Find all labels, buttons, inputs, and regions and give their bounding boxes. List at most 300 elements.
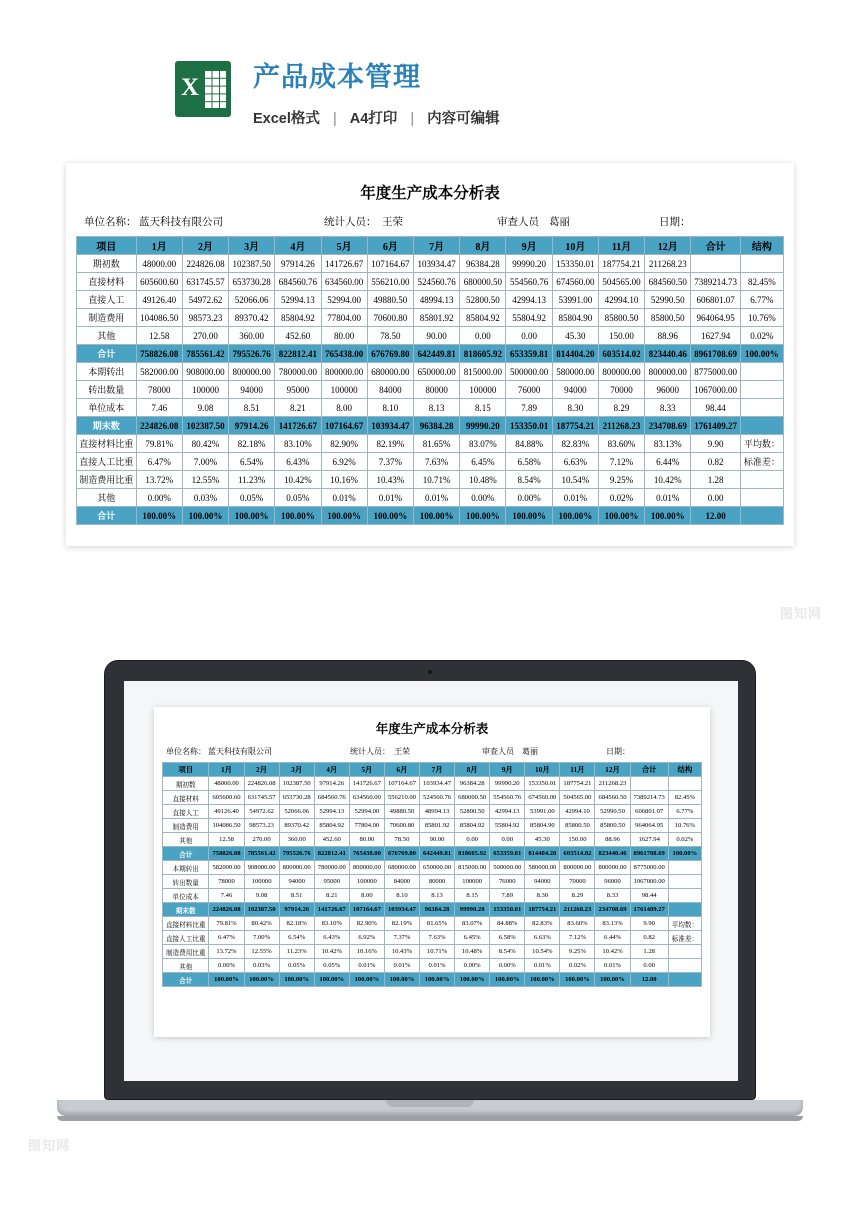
meta-stat-value-small: 王荣 [394,747,410,756]
cell-r5-c7: 818605.92 [455,847,490,861]
cell-r12-c1: 12.55% [244,945,279,959]
cell-r6-c5: 680000.00 [384,861,419,875]
cell-r14-c2: 100.00% [229,507,275,525]
cell-r5-c1: 785561.42 [182,345,228,363]
cell-r3-c4: 77804.00 [349,819,384,833]
cell-r12-c5: 10.43% [384,945,419,959]
cell-r10-c5: 82.19% [384,917,419,931]
cell-r4-c8: 0.00 [506,327,552,345]
cell-r12-c2: 11.23% [279,945,314,959]
cell-r1-c3: 684560.76 [314,791,349,805]
cell-r12-c13 [668,945,701,959]
cell-r14-c0: 100.00% [136,507,182,525]
cell-r11-c4: 6.92% [349,931,384,945]
cell-r1-c9: 674560.00 [552,273,598,291]
cell-r3-c11: 85800.50 [595,819,630,833]
column-header-1: 1月 [136,237,182,255]
cell-r10-c11: 83.13% [645,435,691,453]
cell-r3-c12: 964064.95 [691,309,740,327]
cell-r10-c6: 81.65% [414,435,460,453]
cell-r8-c0: 7.46 [209,889,244,903]
cell-r13-c4: 0.01% [349,959,384,973]
cell-r14-c1: 100.00% [182,507,228,525]
cell-r6-c11: 800000.00 [595,861,630,875]
cell-r13-c12: 0.00 [630,959,668,973]
cell-r13-c7: 0.00% [455,959,490,973]
cell-r13-c13 [740,489,783,507]
column-header-10: 10月 [552,237,598,255]
cell-r12-c9: 10.54% [525,945,560,959]
laptop-mockup [104,660,756,1130]
cell-r6-c0: 582000.00 [209,861,244,875]
cell-r14-c12: 12.00 [630,973,668,987]
cell-r4-c7: 0.00 [455,833,490,847]
cell-r11-c1: 7.00% [182,453,228,471]
cell-r8-c10: 8.29 [598,399,644,417]
cell-r10-c13: 平均数： [668,917,701,931]
excel-icon [175,61,231,117]
row-label: 制造费用比重 [163,945,209,959]
cell-r1-c8: 554560.76 [506,273,552,291]
cell-r12-c8: 8.54% [506,471,552,489]
column-header-14: 结构 [740,237,783,255]
cell-r3-c0: 104086.50 [136,309,182,327]
meta-unit-value-small: 蓝天科技有限公司 [208,747,272,756]
cell-r10-c12: 9.90 [630,917,668,931]
cell-r0-c12 [691,255,740,273]
cell-r3-c3: 85804.92 [314,819,349,833]
cell-r3-c5: 70600.80 [384,819,419,833]
cell-r9-c12: 1761409.27 [630,903,668,917]
cell-r7-c4: 100000 [321,381,367,399]
cell-r9-c7: 99990.20 [455,903,490,917]
cell-r0-c3: 97914.26 [314,777,349,791]
table-row [77,309,784,327]
cell-r14-c3: 100.00% [314,973,349,987]
cell-r11-c6: 7.63% [414,453,460,471]
table-row [163,875,702,889]
cell-r9-c9: 187754.21 [525,903,560,917]
cell-r6-c0: 582000.00 [136,363,182,381]
cell-r3-c1: 98573.23 [182,309,228,327]
cell-r4-c6: 90.00 [420,833,455,847]
cell-r5-c13: 100.00% [740,345,783,363]
cell-r2-c12: 606801.07 [691,291,740,309]
cell-r9-c11: 234708.69 [645,417,691,435]
table-row [77,255,784,273]
cell-r2-c1: 54972.62 [182,291,228,309]
cell-r14-c10: 100.00% [598,507,644,525]
cell-r8-c12: 98.44 [691,399,740,417]
cell-r5-c4: 765438.00 [349,847,384,861]
column-header-13: 合计 [630,763,668,777]
row-label: 直接材料比重 [163,917,209,931]
subtitle-separator-1: | [332,111,337,127]
cell-r3-c6: 85801.92 [420,819,455,833]
laptop-notch [386,1100,474,1107]
cell-r13-c6: 0.01% [420,959,455,973]
cell-r14-c2: 100.00% [279,973,314,987]
cell-r14-c8: 100.00% [506,507,552,525]
meta-date-label: 日期： [659,217,691,228]
cell-r5-c10: 603514.02 [598,345,644,363]
cell-r14-c0: 100.00% [209,973,244,987]
cell-r8-c10: 8.29 [560,889,595,903]
cell-r3-c7: 85804.92 [455,819,490,833]
cell-r14-c7: 100.00% [455,973,490,987]
subtitle-item-editable: 内容可编辑 [427,111,500,127]
cell-r1-c13: 82.45% [740,273,783,291]
subtitle-item-print: A4打印 [349,111,398,127]
cell-r10-c1: 80.42% [182,435,228,453]
cell-r5-c6: 642449.81 [420,847,455,861]
cell-r12-c5: 10.43% [367,471,413,489]
cell-r5-c5: 676769.80 [367,345,413,363]
cell-r8-c9: 8.30 [552,399,598,417]
cell-r7-c5: 84000 [384,875,419,889]
column-header-12: 12月 [645,237,691,255]
cell-r0-c9: 153350.01 [525,777,560,791]
cell-r9-c8: 153350.01 [490,903,525,917]
table-row [77,489,784,507]
cell-r13-c1: 0.03% [244,959,279,973]
cell-r9-c12: 1761409.27 [691,417,740,435]
cell-r3-c0: 104086.50 [209,819,244,833]
cell-r10-c12: 9.90 [691,435,740,453]
cell-r9-c11: 234708.69 [595,903,630,917]
cell-r5-c8: 653359.81 [506,345,552,363]
cell-r4-c4: 80.00 [349,833,384,847]
cell-r14-c8: 100.00% [490,973,525,987]
cell-r13-c3: 0.05% [275,489,321,507]
watermark-bottom-left: 图知网 [28,1139,71,1154]
table-row [163,777,702,791]
cell-r4-c0: 12.58 [136,327,182,345]
table-row [77,327,784,345]
cell-r13-c11: 0.01% [645,489,691,507]
cell-r8-c5: 8.10 [367,399,413,417]
cell-r11-c11: 6.44% [595,931,630,945]
cell-r13-c8: 0.00% [490,959,525,973]
cell-r5-c12: 8961708.69 [630,847,668,861]
cell-r6-c7: 815000.00 [455,861,490,875]
page-title: 产品成本管理 [253,62,421,93]
cell-r1-c7: 680000.50 [460,273,506,291]
cell-r14-c1: 100.00% [244,973,279,987]
sheet-meta [76,214,784,236]
cell-r12-c12: 1.28 [691,471,740,489]
cell-r6-c3: 780000.00 [314,861,349,875]
cell-r11-c7: 6.45% [455,931,490,945]
cell-r1-c1: 631745.57 [244,791,279,805]
row-label: 直接人工比重 [163,931,209,945]
cell-r0-c6: 103934.47 [414,255,460,273]
cell-r3-c9: 85804.90 [525,819,560,833]
cell-r0-c9: 153350.01 [552,255,598,273]
cell-r5-c9: 814404.20 [525,847,560,861]
table-header-row [163,763,702,777]
cell-r6-c2: 800000.00 [279,861,314,875]
meta-audit-label: 审查人员 [497,217,539,228]
laptop-camera-icon [428,670,432,674]
cell-r3-c2: 89370.42 [229,309,275,327]
cell-r8-c8: 7.89 [490,889,525,903]
cost-table-small [162,762,702,987]
cell-r3-c2: 89370.42 [279,819,314,833]
cell-r6-c5: 680000.00 [367,363,413,381]
cell-r0-c11: 211268.23 [595,777,630,791]
cell-r4-c11: 88.96 [595,833,630,847]
cell-r5-c8: 653359.81 [490,847,525,861]
laptop-foot [57,1116,803,1121]
meta-unit-label: 单位名称： [84,217,137,228]
cell-r9-c3: 141726.67 [314,903,349,917]
cell-r3-c8: 55804.92 [506,309,552,327]
cell-r10-c5: 82.19% [367,435,413,453]
column-header-3: 3月 [229,237,275,255]
row-label: 转出数量 [163,875,209,889]
cell-r3-c1: 98573.23 [244,819,279,833]
cell-r4-c9: 45.30 [552,327,598,345]
column-header-2: 2月 [244,763,279,777]
cell-r8-c9: 8.30 [525,889,560,903]
cell-r7-c12: 1067000.00 [630,875,668,889]
row-label: 期末数 [163,903,209,917]
cell-r13-c2: 0.05% [229,489,275,507]
cell-r6-c11: 800000.00 [645,363,691,381]
cell-r7-c1: 100000 [182,381,228,399]
cell-r2-c13: 6.77% [740,291,783,309]
cell-r2-c4: 52994.00 [349,805,384,819]
cell-r3-c13: 10.76% [668,819,701,833]
cell-r7-c4: 100000 [349,875,384,889]
cell-r7-c1: 100000 [244,875,279,889]
meta-stat-value: 王荣 [382,217,403,228]
cell-r13-c8: 0.00% [506,489,552,507]
table-row [77,363,784,381]
table-row [77,453,784,471]
cell-r5-c1: 785561.42 [244,847,279,861]
cell-r7-c3: 95000 [314,875,349,889]
cell-r6-c10: 800000.00 [560,861,595,875]
cell-r14-c4: 100.00% [321,507,367,525]
cell-r7-c10: 70000 [560,875,595,889]
row-label: 直接人工比重 [77,453,137,471]
cell-r14-c4: 100.00% [349,973,384,987]
cell-r9-c10: 211268.23 [598,417,644,435]
cell-r3-c4: 77804.00 [321,309,367,327]
cell-r1-c10: 504565.00 [560,791,595,805]
cell-r2-c8: 42994.13 [506,291,552,309]
cell-r2-c2: 52066.06 [229,291,275,309]
row-label: 直接人工 [163,805,209,819]
row-label: 直接人工 [77,291,137,309]
sheet-meta-small [160,746,704,762]
cell-r11-c9: 6.63% [525,931,560,945]
cell-r1-c12: 7389214.73 [691,273,740,291]
cell-r9-c10: 211268.23 [560,903,595,917]
cell-r7-c9: 94000 [525,875,560,889]
cell-r12-c12: 1.28 [630,945,668,959]
cell-r7-c13 [668,875,701,889]
cell-r1-c3: 684560.76 [275,273,321,291]
column-header-8: 8月 [455,763,490,777]
cell-r14-c3: 100.00% [275,507,321,525]
meta-date-label-small: 日期： [606,747,630,756]
cell-r6-c8: 500000.00 [506,363,552,381]
cell-r6-c12: 8775000.00 [630,861,668,875]
cell-r4-c10: 150.00 [598,327,644,345]
cell-r2-c11: 52990.50 [645,291,691,309]
cell-r13-c4: 0.01% [321,489,367,507]
table-row [163,945,702,959]
column-header-4: 4月 [275,237,321,255]
cell-r3-c10: 85800.50 [560,819,595,833]
cell-r14-c6: 100.00% [414,507,460,525]
cell-r5-c2: 795526.76 [229,345,275,363]
cell-r0-c13 [668,777,701,791]
cell-r4-c6: 90.00 [414,327,460,345]
meta-unit-label-small: 单位名称： [166,747,206,756]
row-label: 本期转出 [163,861,209,875]
cell-r1-c0: 605600.60 [136,273,182,291]
cell-r1-c0: 605600.60 [209,791,244,805]
cell-r13-c5: 0.01% [367,489,413,507]
cell-r14-c12: 12.00 [691,507,740,525]
cell-r1-c2: 653730.28 [229,273,275,291]
cell-r10-c3: 83.10% [275,435,321,453]
cell-r9-c1: 102387.50 [182,417,228,435]
cell-r7-c0: 78000 [136,381,182,399]
cell-r4-c11: 88.96 [645,327,691,345]
cell-r12-c0: 13.72% [136,471,182,489]
cell-r1-c6: 524560.76 [414,273,460,291]
table-row [77,435,784,453]
cell-r2-c0: 49126.40 [209,805,244,819]
cell-r0-c11: 211268.23 [645,255,691,273]
cell-r8-c11: 8.33 [595,889,630,903]
cell-r7-c9: 94000 [552,381,598,399]
cell-r11-c3: 6.43% [275,453,321,471]
table-row [163,889,702,903]
cell-r7-c6: 80000 [414,381,460,399]
sheet-title: 年度生产成本分析表 [360,184,500,202]
cell-r8-c5: 8.10 [384,889,419,903]
cell-r2-c2: 52066.06 [279,805,314,819]
cell-r4-c13: 0.02% [668,833,701,847]
cell-r3-c6: 85801.92 [414,309,460,327]
cell-r7-c8: 76000 [506,381,552,399]
cell-r4-c2: 360.00 [279,833,314,847]
cell-r6-c4: 800000.00 [349,861,384,875]
cell-r0-c5: 107164.67 [367,255,413,273]
cell-r2-c13: 6.77% [668,805,701,819]
column-header-11: 11月 [598,237,644,255]
cell-r4-c10: 150.00 [560,833,595,847]
cell-r8-c1: 9.08 [182,399,228,417]
cell-r14-c11: 100.00% [595,973,630,987]
meta-audit-value: 葛丽 [549,217,570,228]
cell-r1-c7: 680000.50 [455,791,490,805]
cell-r0-c1: 224826.08 [244,777,279,791]
row-label: 其他 [163,833,209,847]
cell-r7-c2: 94000 [279,875,314,889]
cell-r13-c0: 0.00% [209,959,244,973]
row-label: 其他 [77,327,137,345]
cell-r14-c5: 100.00% [367,507,413,525]
cell-r0-c8: 99990.20 [490,777,525,791]
row-label: 制造费用 [163,819,209,833]
cell-r7-c6: 80000 [420,875,455,889]
cell-r10-c10: 83.60% [560,917,595,931]
preview-sheet-small [154,707,710,1037]
cell-r9-c7: 99990.20 [460,417,506,435]
row-label: 制造费用 [77,309,137,327]
cell-r14-c11: 100.00% [645,507,691,525]
cell-r9-c0: 224826.08 [209,903,244,917]
cell-r3-c8: 55804.92 [490,819,525,833]
cell-r9-c1: 102387.50 [244,903,279,917]
cell-r2-c11: 52990.50 [595,805,630,819]
cell-r11-c2: 6.54% [279,931,314,945]
cell-r7-c8: 76000 [490,875,525,889]
laptop-lid [104,660,756,1100]
cell-r2-c10: 42994.10 [560,805,595,819]
cell-r1-c4: 634560.00 [349,791,384,805]
row-label: 直接材料 [77,273,137,291]
cell-r10-c9: 82.83% [525,917,560,931]
row-label: 单位成本 [77,399,137,417]
table-header-row [77,237,784,255]
cell-r1-c5: 556210.00 [367,273,413,291]
column-header-12: 12月 [595,763,630,777]
cell-r4-c1: 270.00 [244,833,279,847]
cell-r12-c11: 10.42% [595,945,630,959]
cell-r4-c1: 270.00 [182,327,228,345]
cell-r11-c10: 7.12% [560,931,595,945]
cell-r0-c7: 96384.28 [460,255,506,273]
cell-r12-c8: 8.54% [490,945,525,959]
column-header-5: 5月 [349,763,384,777]
cell-r8-c11: 8.33 [645,399,691,417]
cell-r4-c12: 1627.94 [691,327,740,345]
cell-r13-c12: 0.00 [691,489,740,507]
cell-r12-c10: 9.25% [598,471,644,489]
cell-r7-c5: 84000 [367,381,413,399]
row-label: 期初数 [163,777,209,791]
cell-r9-c6: 96384.28 [420,903,455,917]
table-row [77,417,784,435]
cell-r5-c11: 823440.46 [645,345,691,363]
cell-r11-c11: 6.44% [645,453,691,471]
cell-r6-c13 [668,861,701,875]
cell-r10-c2: 82.18% [279,917,314,931]
cell-r8-c2: 8.51 [229,399,275,417]
cell-r11-c12: 0.82 [630,931,668,945]
column-header-1: 1月 [209,763,244,777]
meta-stat-label-small: 统计人员： [350,747,390,756]
row-label: 其他 [163,959,209,973]
cell-r7-c3: 95000 [275,381,321,399]
cell-r12-c4: 10.16% [321,471,367,489]
cell-r3-c12: 964064.95 [630,819,668,833]
cell-r9-c2: 97914.26 [229,417,275,435]
cell-r4-c9: 45.30 [525,833,560,847]
sheet-title-small: 年度生产成本分析表 [375,721,489,736]
cell-r5-c7: 818605.92 [460,345,506,363]
cell-r13-c10: 0.02% [560,959,595,973]
cell-r2-c10: 42994.10 [598,291,644,309]
